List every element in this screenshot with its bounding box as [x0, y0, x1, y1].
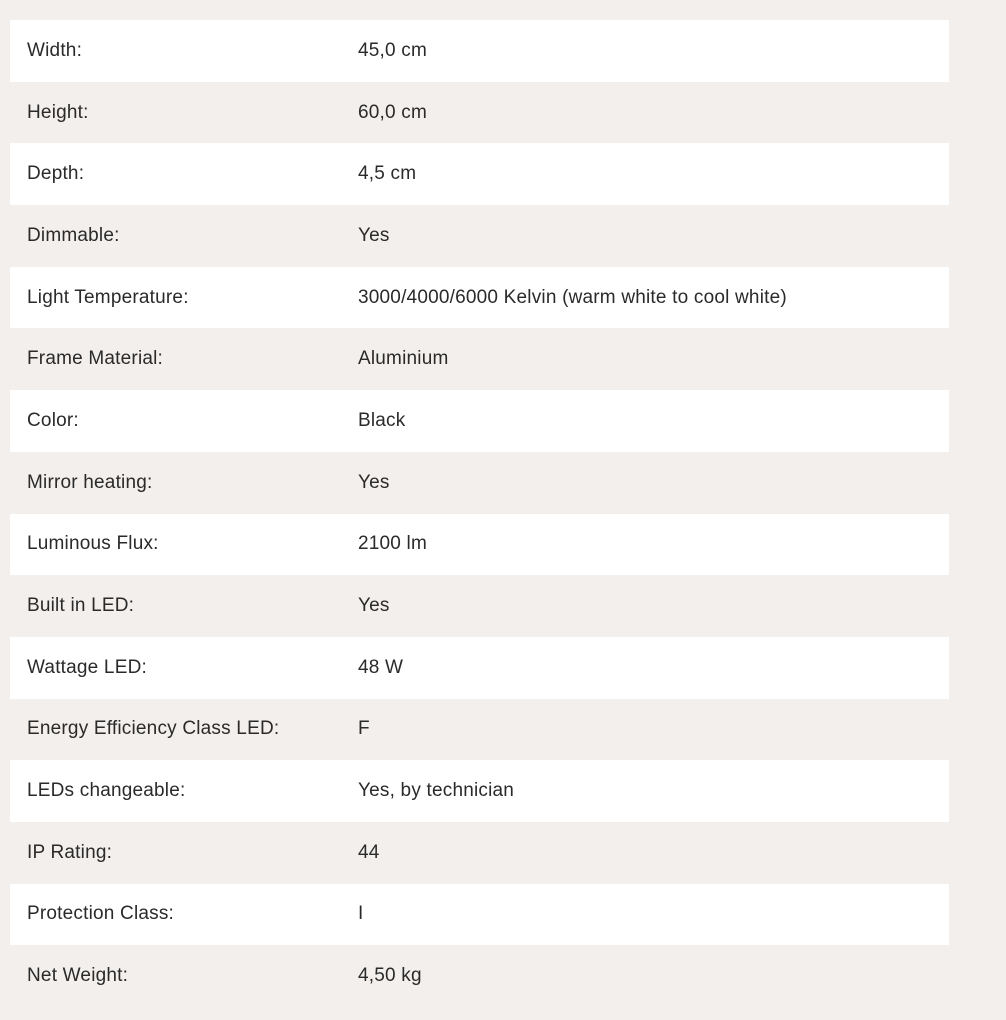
- spec-value: Yes: [358, 595, 390, 617]
- spec-value: 60,0 cm: [358, 101, 427, 123]
- spec-row-frame-material: [10, 328, 949, 390]
- spec-table: [10, 20, 949, 1007]
- spec-row-height: [10, 82, 949, 144]
- spec-value: Yes: [358, 471, 390, 493]
- spec-label: Dimmable:: [27, 224, 120, 246]
- spec-label: Mirror heating:: [27, 471, 153, 493]
- spec-label: Width:: [27, 39, 83, 61]
- spec-row-ip-rating: [10, 822, 949, 884]
- spec-value: Aluminium: [358, 348, 449, 370]
- spec-value: 4,5 cm: [358, 163, 417, 185]
- spec-row-depth: [10, 143, 949, 205]
- spec-value: Yes: [358, 224, 390, 246]
- spec-row-protection-class: [10, 884, 949, 946]
- spec-value: Black: [358, 409, 406, 431]
- spec-label: LEDs changeable:: [27, 780, 186, 802]
- spec-label: Luminous Flux:: [27, 533, 159, 555]
- spec-value: I: [358, 903, 364, 925]
- spec-label: Net Weight:: [27, 965, 129, 987]
- spec-value: 3000/4000/6000 Kelvin (warm white to cool white): [358, 286, 787, 308]
- spec-label: Energy Efficiency Class LED:: [27, 718, 280, 740]
- spec-row-built-in-led: [10, 575, 949, 637]
- spec-value: 4,50 kg: [358, 965, 422, 987]
- spec-row-dimmable: [10, 205, 949, 267]
- spec-label: Color:: [27, 409, 79, 431]
- spec-value: 45,0 cm: [358, 39, 427, 61]
- spec-value: 44: [358, 841, 380, 863]
- spec-row-net-weight: [10, 945, 949, 1007]
- spec-row-luminous-flux: [10, 514, 949, 576]
- spec-label: Depth:: [27, 163, 85, 185]
- spec-row-light-temperature: [10, 267, 949, 329]
- spec-value: Yes, by technician: [358, 780, 515, 802]
- spec-row-color: [10, 390, 949, 452]
- spec-row-energy-efficiency: [10, 699, 949, 761]
- spec-label: Frame Material:: [27, 348, 164, 370]
- spec-row-width: [10, 20, 949, 82]
- spec-value: F: [358, 718, 370, 740]
- spec-label: Light Temperature:: [27, 286, 189, 308]
- spec-label: Built in LED:: [27, 595, 135, 617]
- spec-label: Height:: [27, 101, 89, 123]
- spec-value: 2100 lm: [358, 533, 427, 555]
- spec-label: IP Rating:: [27, 841, 113, 863]
- spec-row-mirror-heating: [10, 452, 949, 514]
- spec-row-wattage-led: [10, 637, 949, 699]
- spec-value: 48 W: [358, 656, 404, 678]
- spec-row-leds-changeable: [10, 760, 949, 822]
- spec-label: Wattage LED:: [27, 656, 147, 678]
- spec-label: Protection Class:: [27, 903, 175, 925]
